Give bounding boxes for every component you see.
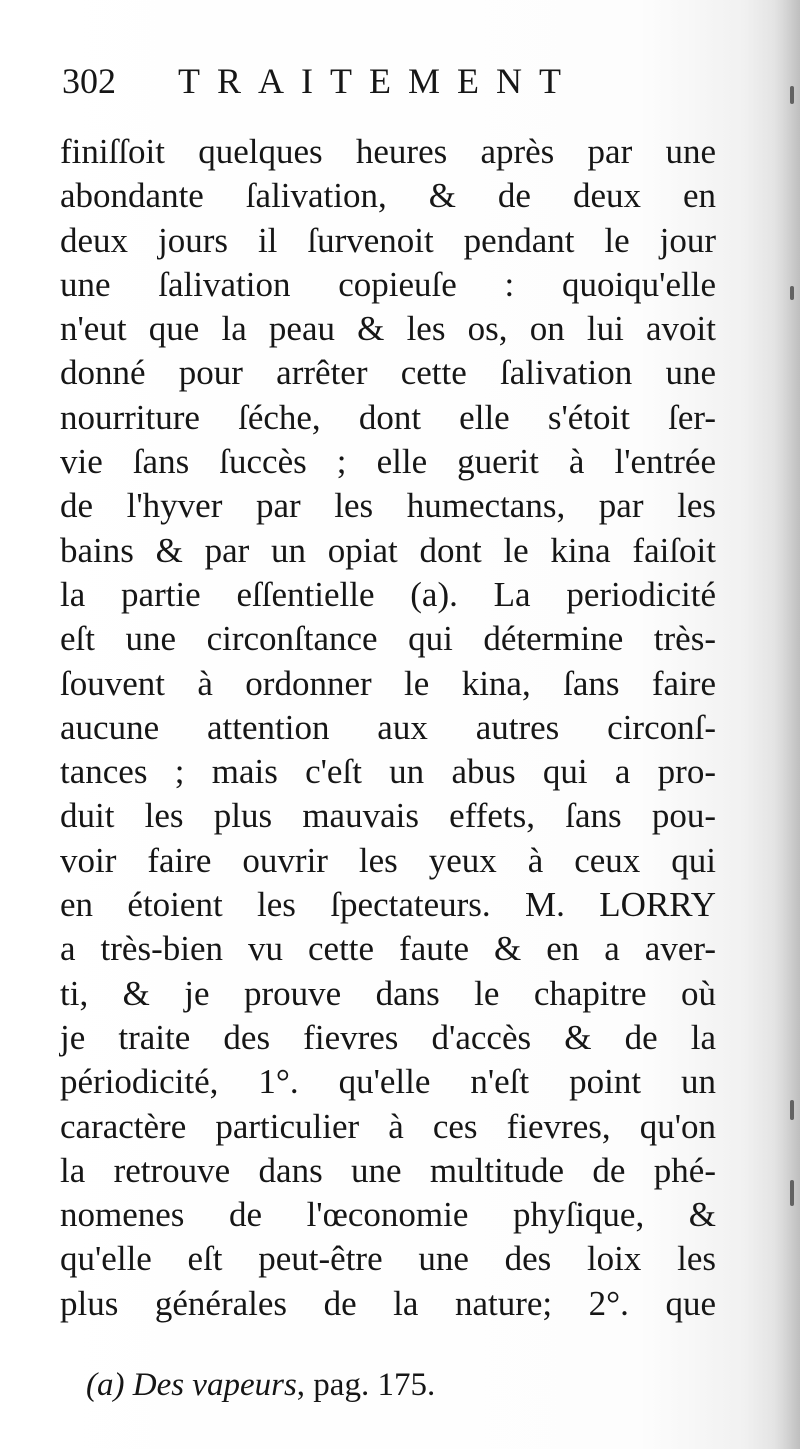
page-number: 302 bbox=[62, 61, 116, 101]
edge-mark bbox=[790, 1100, 794, 1120]
edge-mark bbox=[790, 1180, 794, 1206]
text-line: ſouvent à ordonner le kina, ſans faire bbox=[60, 663, 716, 703]
footnote-marker: (a) bbox=[86, 1367, 125, 1403]
text-line: aucune attention aux autres circonſ- bbox=[60, 707, 716, 747]
text-line: la retrouve dans une multitude de phé- bbox=[60, 1150, 716, 1190]
edge-mark bbox=[790, 86, 794, 104]
text-line: la partie eſſentielle (a). La periodicité bbox=[60, 574, 716, 614]
text-line: nourriture ſéche, dont elle s'étoit ſer- bbox=[60, 397, 716, 437]
text-line: abondante ſalivation, & de deux en bbox=[60, 176, 716, 216]
running-head bbox=[62, 58, 722, 104]
text-line: caractère particulier à ces fievres, qu'on bbox=[60, 1106, 716, 1146]
footnote-source: Des vapeurs bbox=[132, 1367, 297, 1403]
text-line: a très-bien vu cette faute & en a aver- bbox=[60, 929, 716, 969]
text-line: qu'elle eſt peut-être une des loix les bbox=[60, 1239, 716, 1279]
text-line: une ſalivation copieuſe : quoiqu'elle bbox=[60, 264, 716, 304]
text-line: duit les plus mauvais effets, ſans pou- bbox=[60, 796, 716, 836]
text-line: voir faire ouvrir les yeux à ceux qui bbox=[60, 840, 716, 880]
text-line: nomenes de l'œconomie phyſique, & bbox=[60, 1195, 716, 1235]
text-line: plus générales de la nature; 2°. que bbox=[60, 1283, 716, 1323]
footnote-page-ref: , pag. 175. bbox=[296, 1367, 436, 1403]
edge-mark bbox=[790, 286, 794, 300]
running-title: TRAITEMENT bbox=[178, 61, 578, 101]
text-line: tances ; mais c'eſt un abus qui a pro- bbox=[60, 752, 716, 792]
text-line: bains & par un opiat dont le kina faiſoit bbox=[60, 530, 716, 570]
text-line: en étoient les ſpectateurs. M. LORRY bbox=[60, 885, 716, 925]
page-edge-shadow bbox=[774, 0, 800, 1449]
text-line: vie ſans ſuccès ; elle guerit à l'entrée bbox=[60, 442, 716, 482]
text-line: deux jours il ſurvenoit pendant le jour bbox=[60, 220, 716, 260]
text-line: n'eut que la peau & les os, on lui avoit bbox=[60, 309, 716, 349]
footnote bbox=[86, 1364, 435, 1406]
text-line: je traite des fievres d'accès & de la bbox=[60, 1017, 716, 1057]
text-line: finiſſoit quelques heures après par une bbox=[60, 132, 716, 171]
text-line: ti, & je prouve dans le chapitre où bbox=[60, 973, 716, 1013]
text-line: de l'hyver par les humectans, par les bbox=[60, 486, 716, 526]
body-text bbox=[60, 130, 716, 1326]
text-line: périodicité, 1°. qu'elle n'eſt point un bbox=[60, 1062, 716, 1102]
text-line: donné pour arrêter cette ſalivation une bbox=[60, 353, 716, 393]
text-line: eſt une circonſtance qui détermine très- bbox=[60, 619, 716, 659]
